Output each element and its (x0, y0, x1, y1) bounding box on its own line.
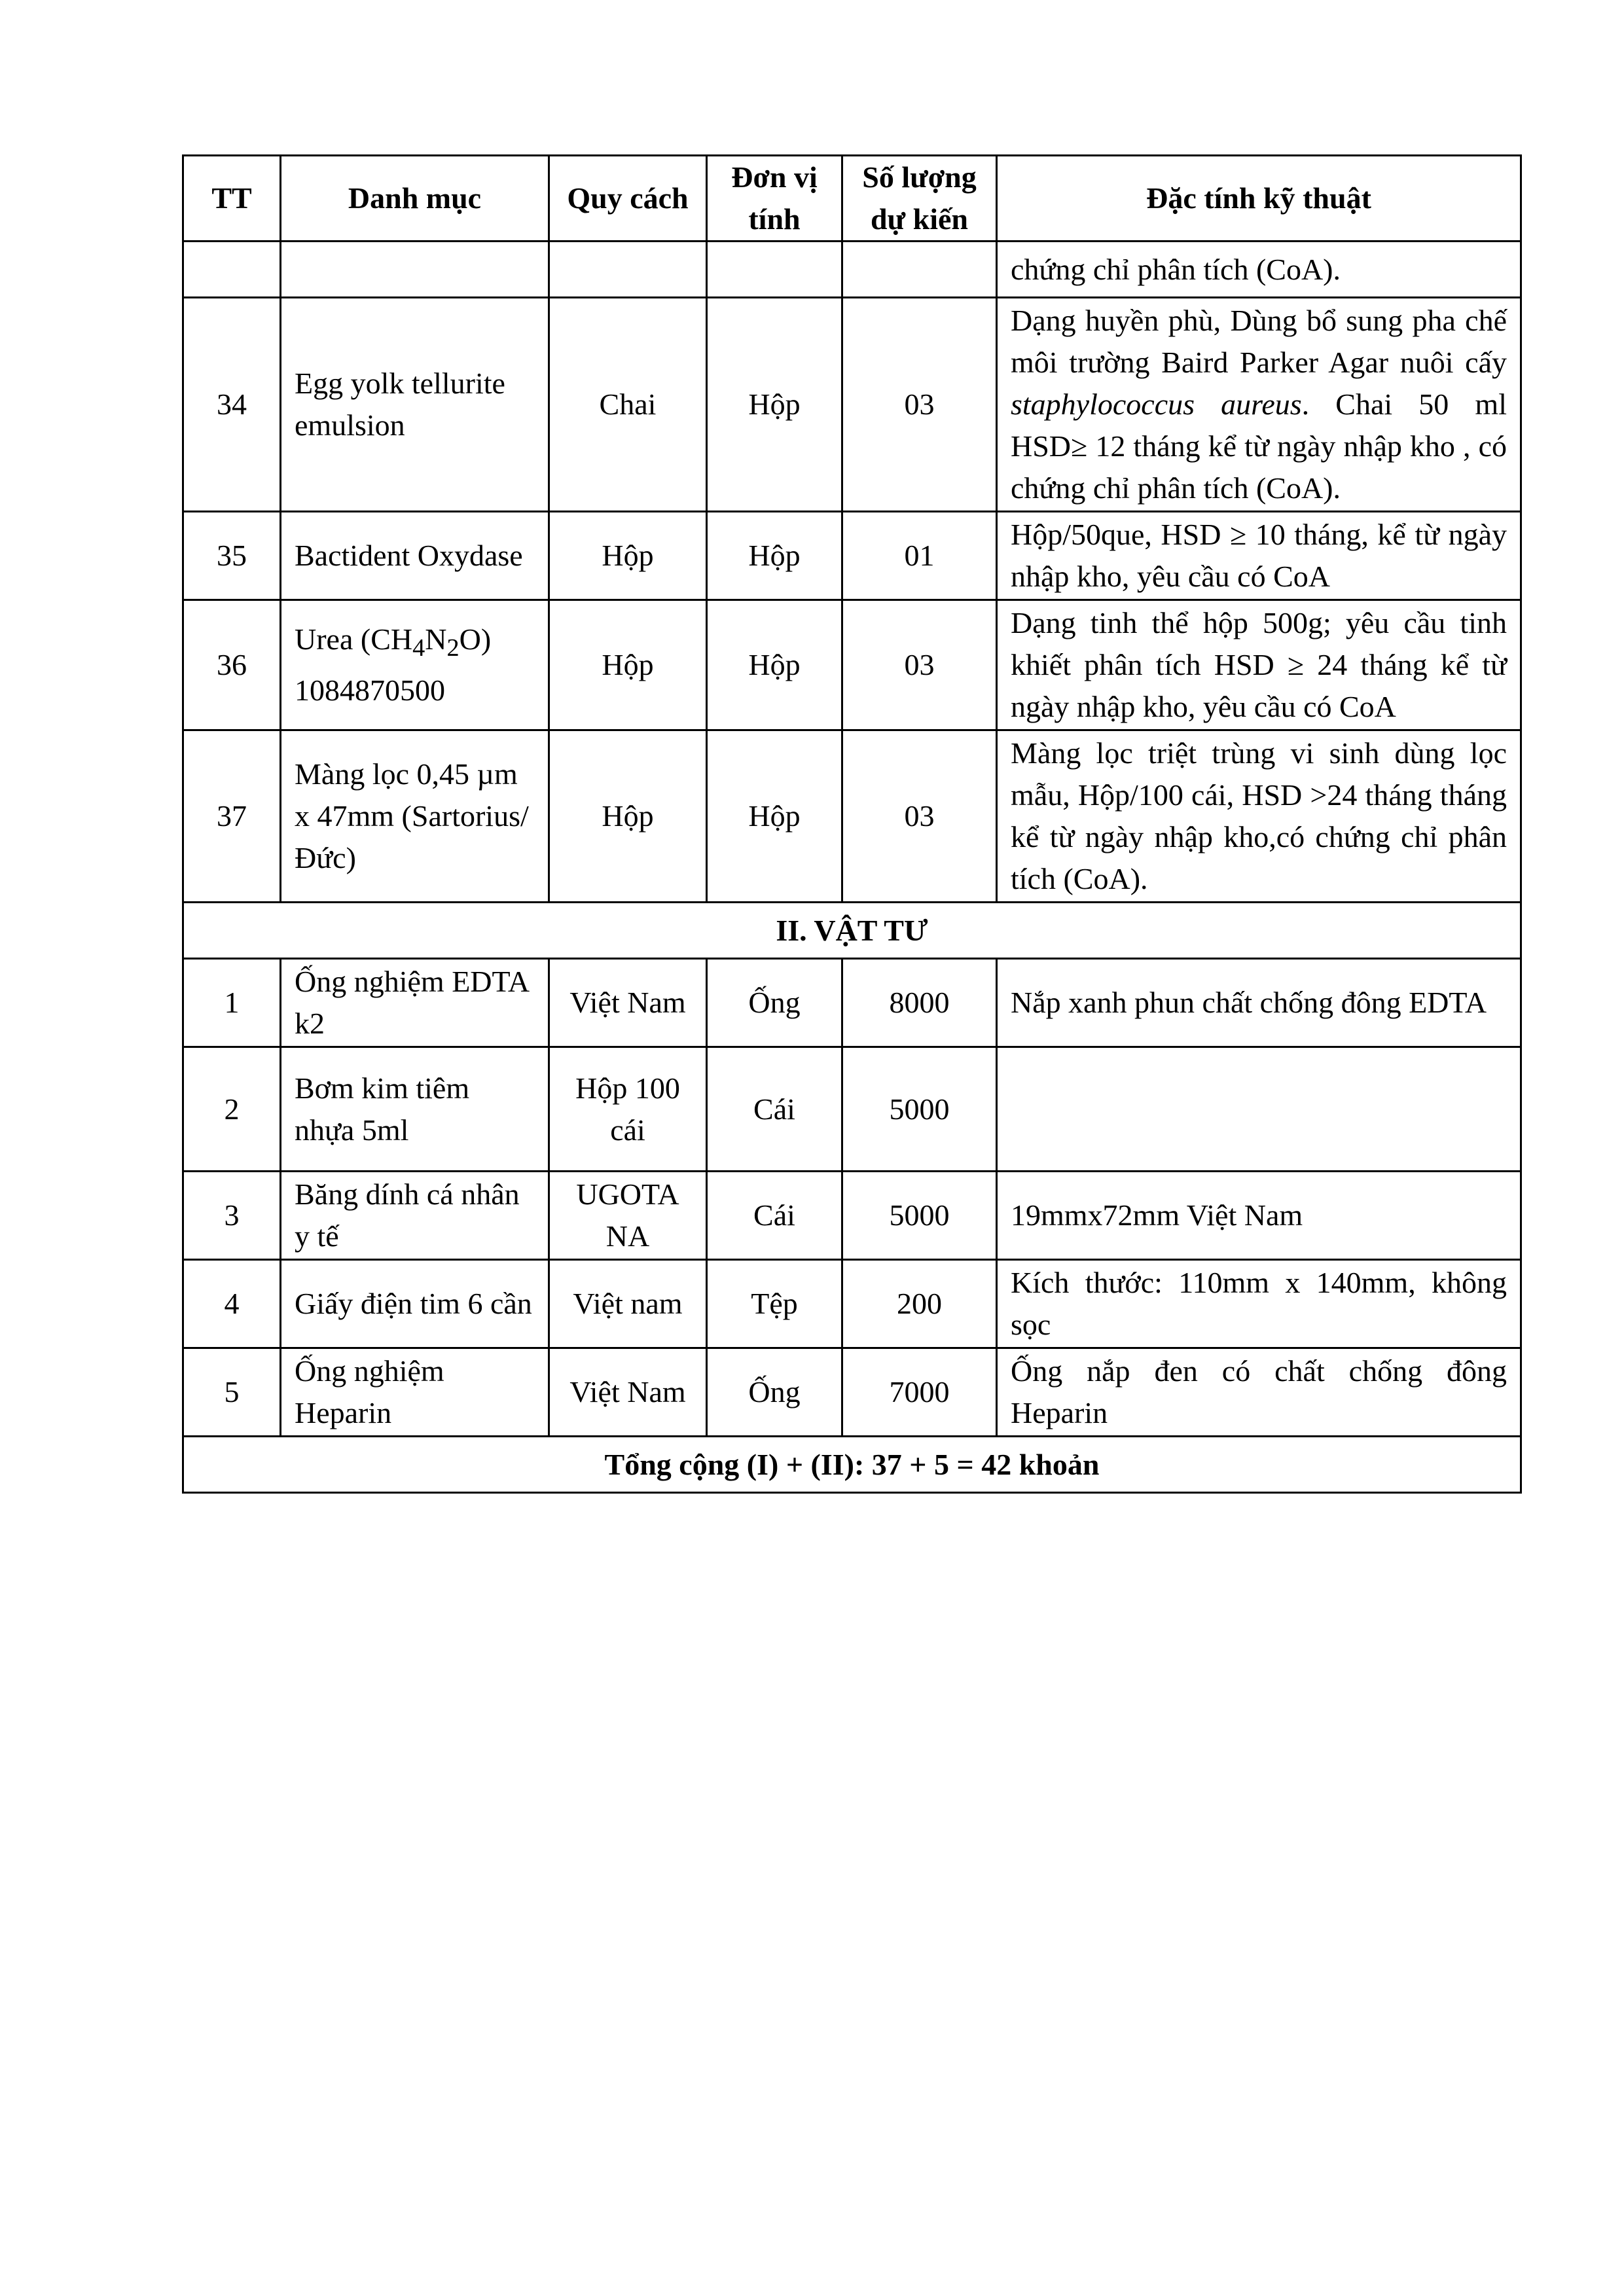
cell-unit: Tệp (707, 1260, 842, 1348)
table-row (183, 1260, 1521, 1348)
cell-unit: Hộp (707, 730, 842, 903)
cell-qty: 01 (842, 512, 997, 600)
cell-unit: Cái (707, 1172, 842, 1260)
cell-desc: Nắp xanh phun chất chống đông EDTA (997, 959, 1521, 1047)
cell-qty: 03 (842, 298, 997, 512)
cell-name: Ống nghiệm EDTA k2 (281, 959, 549, 1047)
name-subscript: 4 (412, 634, 425, 662)
cell-qty: 5000 (842, 1172, 997, 1260)
section-title: II. VẬT TƯ (183, 903, 1521, 959)
cell-spec: Việt Nam (549, 1348, 707, 1437)
header-name: Danh mục (281, 156, 549, 242)
name-part: Urea (CH (295, 622, 413, 656)
header-spec: Quy cách (549, 156, 707, 242)
cell-desc (997, 1047, 1521, 1172)
cell-qty: 8000 (842, 959, 997, 1047)
name-part: N (425, 622, 447, 656)
continuation-row (183, 242, 1521, 298)
desc-part: Dạng huyền phù, Dùng bổ sung pha chế môi trường Baird Parker Agar nuôi cấy (1011, 304, 1507, 379)
cell-empty (842, 242, 997, 298)
cell-desc: Ống nắp đen có chất chống đông Heparin (997, 1348, 1521, 1437)
total-row (183, 1437, 1521, 1493)
cell-desc: Dạng tinh thể hộp 500g; yêu cầu tinh khiết phân tích HSD ≥ 24 tháng kể từ ngày nhập kho, yêu cầu có CoA (997, 600, 1521, 730)
cell-tt: 2 (183, 1047, 281, 1172)
table-row (183, 512, 1521, 600)
desc-italic-organism: staphylococcus aureus (1011, 387, 1302, 421)
name-subscript: 2 (446, 634, 460, 662)
cell-name (281, 600, 549, 730)
cell-tt: 4 (183, 1260, 281, 1348)
cell-tt: 37 (183, 730, 281, 903)
table-row (183, 1172, 1521, 1260)
cell-qty: 200 (842, 1260, 997, 1348)
cell-spec: Việt nam (549, 1260, 707, 1348)
header-desc: Đặc tính kỹ thuật (997, 156, 1521, 242)
header-qty: Số lượng dự kiến (842, 156, 997, 242)
header-row (183, 156, 1521, 242)
cell-unit: Ống (707, 959, 842, 1047)
cell-unit: Hộp (707, 298, 842, 512)
cell-name: Băng dính cá nhân y tế (281, 1172, 549, 1260)
cell-empty (183, 242, 281, 298)
cell-spec: Hộp 100 cái (549, 1047, 707, 1172)
table-row (183, 730, 1521, 903)
cell-spec: Hộp (549, 600, 707, 730)
cell-spec: Hộp (549, 512, 707, 600)
cell-tt: 35 (183, 512, 281, 600)
cell-qty: 7000 (842, 1348, 997, 1437)
table-row (183, 959, 1521, 1047)
cell-unit: Hộp (707, 512, 842, 600)
cell-name: Bơm kim tiêm nhựa 5ml (281, 1047, 549, 1172)
cell-empty (549, 242, 707, 298)
section-row (183, 903, 1521, 959)
cell-empty (281, 242, 549, 298)
cell-qty: 03 (842, 730, 997, 903)
cell-spec: Chai (549, 298, 707, 512)
cell-name: Màng lọc 0,45 µm x 47mm (Sartorius/Đức) (281, 730, 549, 903)
cell-name: Egg yolk tellurite emulsion (281, 298, 549, 512)
equipment-table (182, 154, 1522, 1494)
cell-spec: Hộp (549, 730, 707, 903)
cell-unit: Cái (707, 1047, 842, 1172)
cell-desc: Kích thước: 110mm x 140mm, không sọc (997, 1260, 1521, 1348)
cell-name: Ống nghiệm Heparin (281, 1348, 549, 1437)
cell-tt: 5 (183, 1348, 281, 1437)
cell-name: Bactident Oxydase (281, 512, 549, 600)
name-part: O) (459, 622, 492, 656)
table-row (183, 1348, 1521, 1437)
cell-qty: 03 (842, 600, 997, 730)
table-row (183, 600, 1521, 730)
header-unit: Đơn vị tính (707, 156, 842, 242)
name-code: 1084870500 (295, 673, 445, 707)
cell-unit: Ống (707, 1348, 842, 1437)
desc-part: . Chai 50 ml HSD≥ 12 tháng kể từ ngày nhập kho , có chứng chỉ phân tích (CoA). (1011, 387, 1507, 505)
cell-unit: Hộp (707, 600, 842, 730)
cell-tt: 3 (183, 1172, 281, 1260)
cell-desc: Màng lọc triệt trùng vi sinh dùng lọc mẫu, Hộp/100 cái, HSD >24 tháng tháng kể từ ngày nhập kho,có chứng chỉ phân tích (CoA). (997, 730, 1521, 903)
table-row (183, 298, 1521, 512)
cell-tt: 34 (183, 298, 281, 512)
cell-qty: 5000 (842, 1047, 997, 1172)
cell-desc (997, 298, 1521, 512)
total-text: Tổng cộng (I) + (II): 37 + 5 = 42 khoản (183, 1437, 1521, 1493)
continuation-text: chứng chỉ phân tích (CoA). (997, 242, 1521, 298)
table-row (183, 1047, 1521, 1172)
cell-empty (707, 242, 842, 298)
cell-desc: 19mmx72mm Việt Nam (997, 1172, 1521, 1260)
cell-spec: UGOTA NA (549, 1172, 707, 1260)
cell-tt: 1 (183, 959, 281, 1047)
cell-spec: Việt Nam (549, 959, 707, 1047)
cell-desc: Hộp/50que, HSD ≥ 10 tháng, kể từ ngày nhập kho, yêu cầu có CoA (997, 512, 1521, 600)
header-tt: TT (183, 156, 281, 242)
cell-name: Giấy điện tim 6 cần (281, 1260, 549, 1348)
cell-tt: 36 (183, 600, 281, 730)
